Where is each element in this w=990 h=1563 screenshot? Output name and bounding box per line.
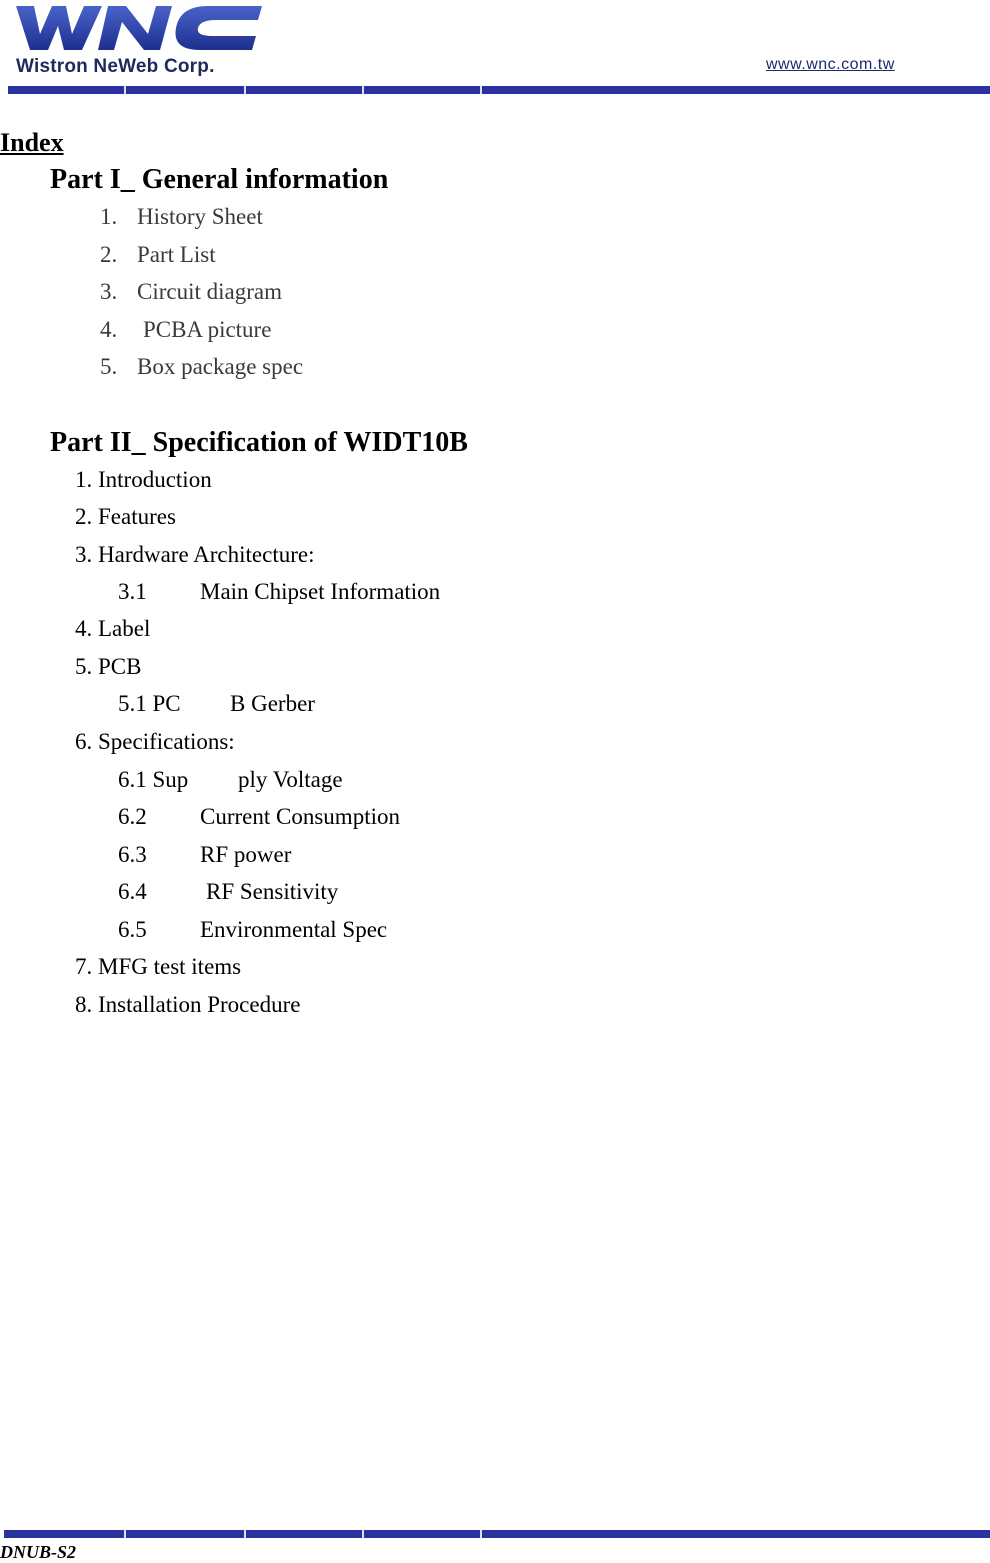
- part2-item: 5. PCB: [75, 654, 142, 679]
- website-link[interactable]: www.wnc.com.tw: [766, 56, 895, 73]
- part1-item-num: 3.: [100, 279, 118, 304]
- subitem-label: ply Voltage: [238, 767, 343, 792]
- subitem-label: RF power: [200, 842, 292, 867]
- subitem-num: 3.1: [118, 579, 147, 604]
- part1-item-num: 2.: [100, 242, 118, 267]
- part2-item: 3. Hardware Architecture:: [75, 542, 315, 567]
- part1-item-num: 1.: [100, 204, 118, 229]
- part1-item-num: 5.: [100, 354, 118, 379]
- subitem-num: 6.5: [118, 917, 147, 942]
- part1-item-num: 4.: [100, 317, 118, 342]
- header-divider: [8, 86, 990, 94]
- document-code: DNUB-S2: [0, 1542, 77, 1562]
- wnc-logo-mark: [12, 0, 264, 56]
- part2-item: 2. Features: [75, 504, 176, 529]
- part1-title: Part I_ General information: [50, 164, 389, 195]
- subitem-num: 6.3: [118, 842, 147, 867]
- footer-divider: [4, 1530, 990, 1538]
- subitem-num: 6.2: [118, 804, 147, 829]
- company-name: Wistron NeWeb Corp.: [16, 56, 215, 77]
- subitem-label: RF Sensitivity: [206, 879, 339, 904]
- subitem-label: Environmental Spec: [200, 917, 388, 942]
- company-logo: [12, 0, 264, 84]
- part2-title: Part II_ Specification of WIDT10B: [50, 427, 468, 458]
- part1-item-label: PCBA picture: [143, 317, 272, 342]
- part1-item-label: Circuit diagram: [137, 279, 282, 304]
- part1-item-label: History Sheet: [137, 204, 263, 229]
- part2-item: 1. Introduction: [75, 467, 212, 492]
- subitem-num: 5.1 PC: [118, 691, 181, 716]
- subitem-num: 6.4: [118, 879, 147, 904]
- part2-item: 4. Label: [75, 616, 151, 641]
- subitem-label: Main Chipset Information: [200, 579, 441, 604]
- index-title: Index: [0, 128, 64, 157]
- subitem-label: Current Consumption: [200, 804, 400, 829]
- part2-item: 8. Installation Procedure: [75, 992, 301, 1017]
- part1-item-label: Box package spec: [137, 354, 304, 379]
- part2-item: 7. MFG test items: [75, 954, 242, 979]
- subitem-num: 6.1 Sup: [118, 767, 189, 792]
- part1-item-label: Part List: [137, 242, 216, 267]
- subitem-label: B Gerber: [230, 691, 315, 716]
- part2-item: 6. Specifications:: [75, 729, 235, 754]
